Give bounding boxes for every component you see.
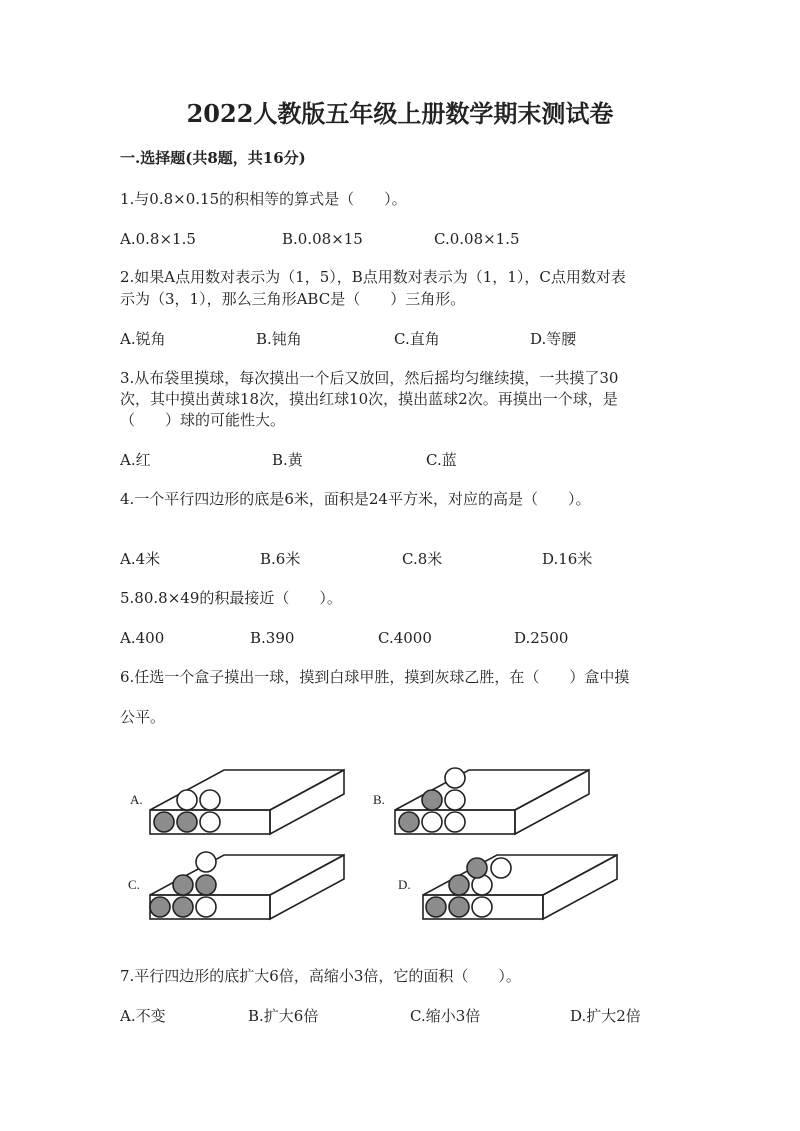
box-a-label: A. xyxy=(130,792,143,807)
question-5-option-d: D.2500 xyxy=(514,629,569,647)
box-b-side-face xyxy=(515,770,589,834)
question-2-line-1: 2.如果A点用数对表示为（1，5），B点用数对表示为（1，1），C点用数对表 xyxy=(120,268,626,286)
question-1-option-b: B.0.08×15 xyxy=(282,230,363,248)
question-3-line-3: （ ）球的可能性大。 xyxy=(120,411,286,429)
box-b-label: B. xyxy=(373,792,385,807)
question-7-option-d: D.扩大2倍 xyxy=(570,1007,641,1025)
box-d-gray-ball xyxy=(467,858,487,878)
question-4-text: 4.一个平行四边形的底是6米，面积是24平方米，对应的高是（ ）。 xyxy=(120,490,591,508)
box-b-white-ball xyxy=(445,812,465,832)
box-d-side-face xyxy=(543,855,617,919)
question-5-option-c: C.4000 xyxy=(378,629,432,647)
question-1-text: 1.与0.8×0.15的积相等的算式是（ ）。 xyxy=(120,190,407,208)
box-a-white-ball xyxy=(200,790,220,810)
box-b-white-ball xyxy=(445,768,465,788)
question-7-option-b: B.扩大6倍 xyxy=(248,1007,319,1025)
question-5-text: 5.80.8×49的积最接近（ ）。 xyxy=(120,589,342,607)
question-1-option-a: A.0.8×1.5 xyxy=(120,230,196,248)
question-4-option-c: C.8米 xyxy=(402,550,443,568)
box-b-gray-ball xyxy=(422,790,442,810)
question-5-option-a: A.400 xyxy=(120,629,165,647)
box-a-side-face xyxy=(270,770,344,834)
question-7-option-a: A.不变 xyxy=(120,1007,166,1025)
question-6-line-1: 6.任选一个盒子摸出一球，摸到白球甲胜，摸到灰球乙胜，在（ ）盒中摸 xyxy=(120,668,630,686)
question-2-line-2: 示为（3，1），那么三角形ABC是（ ）三角形。 xyxy=(120,290,466,308)
box-a-gray-ball xyxy=(154,812,174,832)
box-d-figure xyxy=(395,845,645,925)
box-c-gray-ball xyxy=(196,875,216,895)
box-d-gray-ball xyxy=(449,875,469,895)
question-7-option-c: C.缩小3倍 xyxy=(410,1007,481,1025)
question-3-option-c: C.蓝 xyxy=(426,451,457,469)
question-5-option-b: B.390 xyxy=(250,629,295,647)
box-c-white-ball xyxy=(196,852,216,872)
box-d-gray-ball xyxy=(449,897,469,917)
box-d-white-ball xyxy=(472,897,492,917)
question-4-option-d: D.16米 xyxy=(542,550,593,568)
box-c-white-ball xyxy=(196,897,216,917)
question-4-option-b: B.6米 xyxy=(260,550,301,568)
question-3-line-1: 3.从布袋里摸球，每次摸出一个后又放回，然后摇均匀继续摸，一共摸了30 xyxy=(120,369,619,387)
section-heading: 一.选择题(共8题，共16分) xyxy=(120,149,306,167)
box-d-label: D. xyxy=(398,877,411,892)
question-2-option-d: D.等腰 xyxy=(530,330,577,348)
question-3-option-a: A.红 xyxy=(120,451,151,469)
box-d-gray-ball xyxy=(426,897,446,917)
box-c-label: C. xyxy=(128,877,140,892)
box-a-gray-ball xyxy=(177,812,197,832)
box-b-white-ball xyxy=(422,812,442,832)
box-c-gray-ball xyxy=(173,897,193,917)
question-3-line-2: 次，其中摸出黄球18次，摸出红球10次，摸出蓝球2次。再摸出一个球，是 xyxy=(120,390,618,408)
box-a-white-ball xyxy=(177,790,197,810)
page-title: 2022人教版五年级上册数学期末测试卷 xyxy=(186,99,614,128)
question-2-option-c: C.直角 xyxy=(394,330,440,348)
box-c-figure xyxy=(120,845,370,925)
question-1-option-c: C.0.08×1.5 xyxy=(434,230,520,248)
box-c-side-face xyxy=(270,855,344,919)
question-6-line-2: 公平。 xyxy=(120,708,166,726)
box-c-gray-ball xyxy=(173,875,193,895)
box-c-gray-ball xyxy=(150,897,170,917)
question-2-option-a: A.锐角 xyxy=(120,330,166,348)
question-2-option-b: B.钝角 xyxy=(256,330,302,348)
box-d-white-ball xyxy=(491,858,511,878)
box-a-figure xyxy=(120,760,370,840)
box-b-white-ball xyxy=(445,790,465,810)
box-b-gray-ball xyxy=(399,812,419,832)
box-a-white-ball xyxy=(200,812,220,832)
question-4-option-a: A.4米 xyxy=(120,550,161,568)
box-b-figure xyxy=(365,760,615,840)
question-3-option-b: B.黄 xyxy=(272,451,303,469)
question-7-text: 7.平行四边形的底扩大6倍，高缩小3倍，它的面积（ ）。 xyxy=(120,967,521,985)
